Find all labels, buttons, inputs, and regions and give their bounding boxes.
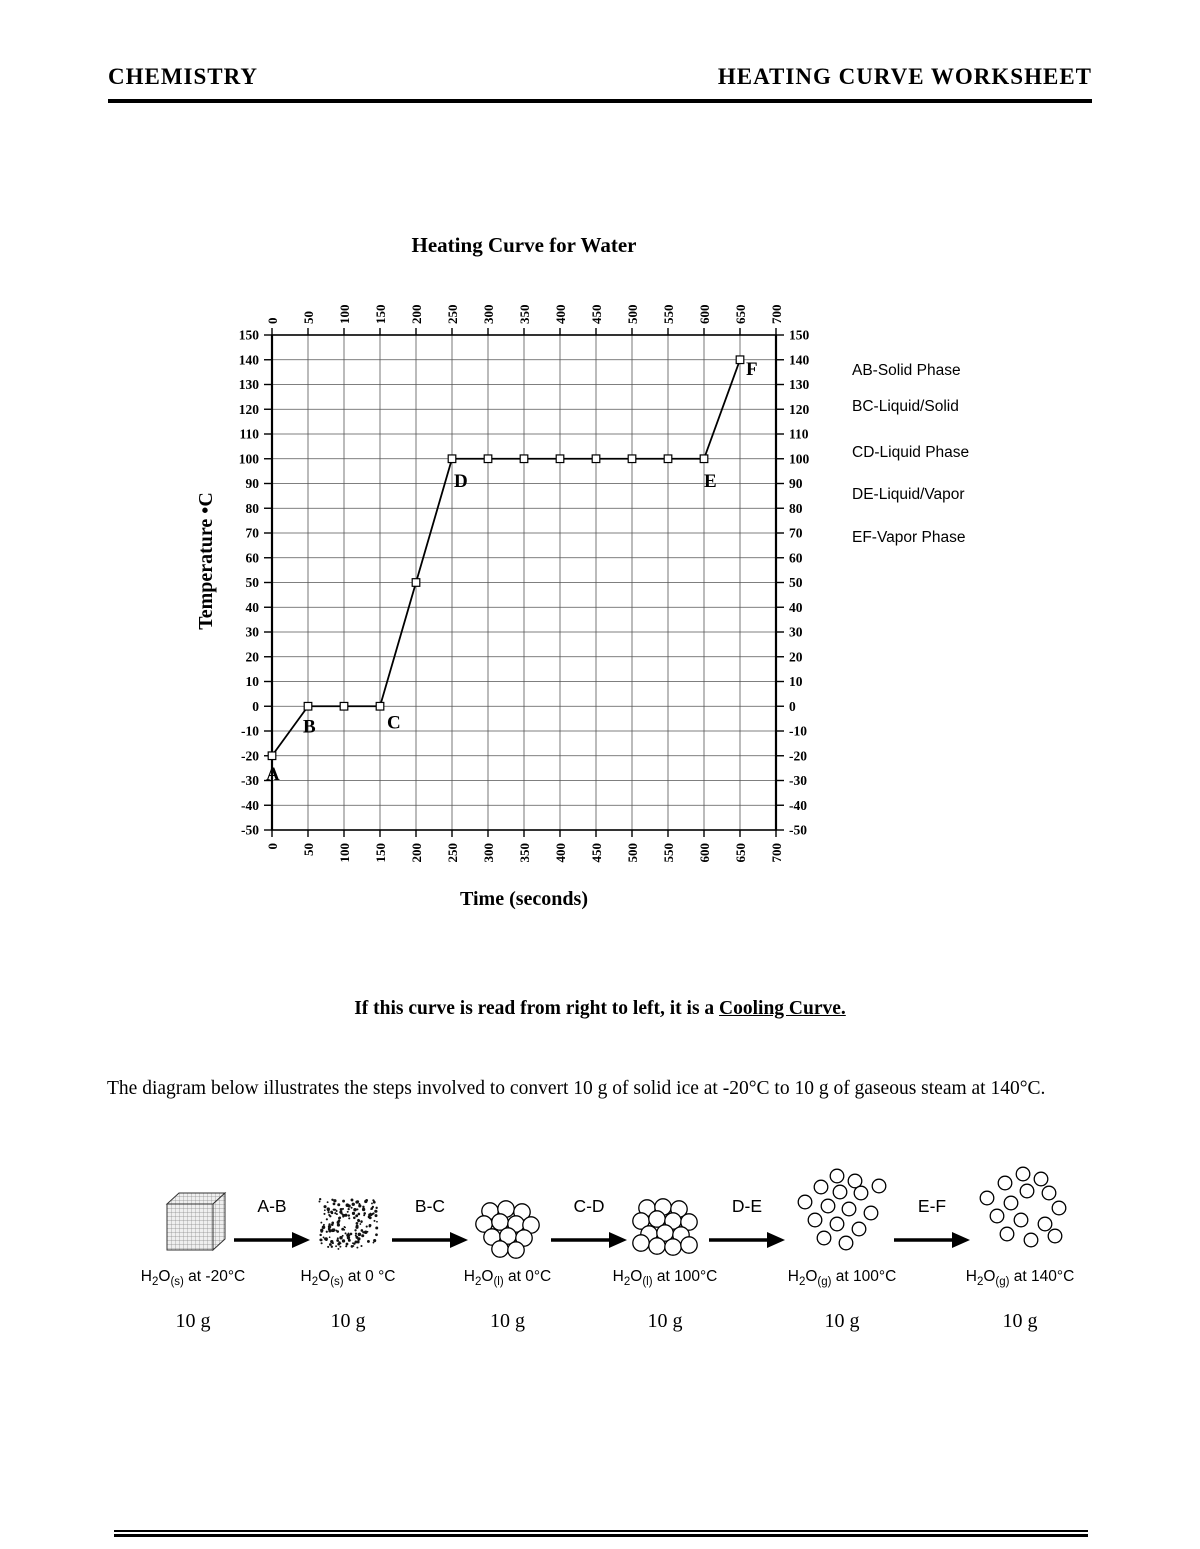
x-tick-label-top: 550 [661, 304, 676, 324]
header-rule [108, 99, 1092, 103]
data-point-marker [628, 455, 636, 463]
stage-gas-100 [757, 1162, 927, 1342]
x-tick-label-top: 450 [589, 304, 604, 324]
right-arrow-icon [234, 1231, 310, 1249]
y-tick-label-right: 70 [789, 525, 803, 541]
y-tick-label-right: -20 [789, 748, 807, 764]
y-tick-label-right: 130 [789, 377, 810, 392]
data-point-marker [736, 356, 744, 364]
data-point-marker [304, 702, 312, 710]
transition-label: E-F [917, 1196, 947, 1216]
transition-label: B-C [414, 1196, 446, 1216]
data-point-marker [412, 579, 420, 587]
header-course-title: CHEMISTRY [108, 64, 259, 89]
stippled-solid-icon [316, 1196, 380, 1252]
liquid-cluster-icon [629, 1198, 701, 1258]
y-tick-label-right: 150 [789, 327, 810, 343]
stage-gas-140 [935, 1162, 1105, 1342]
right-arrow-icon [894, 1231, 970, 1249]
x-tick-label-top: 400 [553, 304, 568, 324]
point-label-f: F [746, 358, 758, 380]
cooling-curve-note [0, 998, 1200, 1020]
data-point-marker [484, 455, 492, 463]
gas-scatter-icon [791, 1168, 893, 1252]
y-tick-label-right: 20 [789, 649, 803, 665]
transition-label: A-B [257, 1196, 287, 1216]
transition-label: C-D [573, 1196, 605, 1216]
x-tick-label-bottom: 700 [769, 843, 784, 863]
x-tick-label-top: 200 [409, 304, 424, 324]
chart-title: Heating Curve for Water [411, 233, 637, 257]
ice-cube-icon [159, 1188, 227, 1252]
y-tick-label-left: 10 [245, 674, 259, 689]
data-point-marker [700, 455, 708, 463]
transition-e-f [894, 1196, 970, 1249]
y-tick-label-right: -40 [789, 797, 807, 813]
stage-formula: $H_2O_{(s)}$ at 0 °C [300, 1268, 396, 1289]
cooling-note-underlined: Cooling Curve. [719, 998, 846, 1019]
x-tick-label-bottom: 650 [733, 843, 748, 863]
legend-item-cd: CD-Liquid Phase [852, 444, 970, 461]
y-tick-label-left: 130 [238, 377, 259, 392]
point-label-c: C [387, 712, 401, 734]
y-tick-label-right: 10 [789, 674, 803, 689]
right-arrow-icon [551, 1231, 627, 1249]
point-label-e: E [704, 470, 717, 492]
transition-d-e [709, 1196, 785, 1249]
y-tick-label-right: 120 [789, 401, 810, 417]
stage-mass: 10 g [1002, 1310, 1038, 1332]
y-tick-label-right: 30 [789, 624, 803, 640]
y-tick-label-left: 0 [252, 698, 259, 714]
y-tick-label-left: 150 [238, 327, 259, 343]
y-tick-label-right: 80 [789, 500, 803, 516]
y-tick-label-left: 50 [245, 575, 259, 590]
heating-curve-chart [130, 245, 1030, 925]
data-point-marker [448, 455, 456, 463]
x-tick-label-top: 0 [265, 317, 280, 324]
x-tick-label-bottom: 0 [265, 843, 280, 850]
y-tick-label-right: 90 [789, 476, 803, 491]
transition-a-b [234, 1196, 310, 1249]
point-label-a: A [266, 763, 280, 785]
y-tick-label-right: 40 [789, 599, 803, 615]
y-tick-label-left: 80 [245, 500, 259, 516]
y-tick-label-right: 50 [789, 575, 803, 590]
x-tick-label-bottom: 300 [481, 843, 496, 863]
x-tick-label-top: 350 [517, 304, 532, 324]
y-tick-label-right: 60 [789, 550, 803, 566]
y-tick-label-right: 0 [789, 698, 796, 714]
x-tick-label-bottom: 350 [517, 843, 532, 863]
x-tick-label-bottom: 50 [301, 843, 316, 856]
stage-liquid-0 [430, 1162, 585, 1342]
y-tick-label-left: 30 [245, 624, 259, 640]
transition-b-c [392, 1196, 468, 1249]
stage-mass: 10 g [330, 1310, 366, 1332]
x-tick-label-bottom: 500 [625, 843, 640, 863]
header-worksheet-title: HEATING CURVE WORKSHEET [717, 64, 1092, 89]
x-tick-label-top: 500 [625, 304, 640, 324]
y-tick-label-left: 90 [245, 476, 259, 491]
stage-solid-ice-minus20 [118, 1162, 268, 1342]
x-tick-label-bottom: 100 [337, 843, 352, 863]
y-tick-label-left: -50 [241, 822, 259, 838]
y-axis-title: Temperature •C [195, 492, 217, 630]
stage-formula: $H_2O_{(s)}$ at -20°C [140, 1268, 246, 1289]
data-point-marker [520, 455, 528, 463]
liquid-cluster-icon [474, 1200, 542, 1260]
y-tick-label-left: 100 [238, 451, 259, 467]
gas-scatter-icon [971, 1166, 1069, 1250]
y-tick-label-right: 110 [789, 426, 809, 442]
y-tick-label-left: 110 [239, 426, 259, 442]
x-tick-label-top: 700 [769, 304, 784, 324]
y-tick-label-left: 120 [238, 401, 259, 417]
x-tick-label-bottom: 550 [661, 843, 676, 863]
data-point-marker [340, 702, 348, 710]
y-tick-label-left: -30 [241, 773, 259, 788]
y-tick-label-right: -30 [789, 773, 807, 788]
x-tick-label-top: 100 [337, 304, 352, 324]
y-tick-label-left: 60 [245, 550, 259, 566]
point-label-d: D [454, 470, 468, 492]
data-point-marker [556, 455, 564, 463]
legend-item-bc: BC-Liquid/Solid [852, 398, 959, 415]
x-tick-label-top: 150 [373, 304, 388, 324]
y-tick-label-left: -20 [241, 748, 259, 764]
stage-mass: 10 g [175, 1310, 211, 1332]
stage-formula: $H_2O_{(g)}$ at 140°C [965, 1268, 1075, 1289]
y-tick-label-right: -50 [789, 822, 807, 838]
y-tick-label-right: 140 [789, 352, 810, 368]
cooling-note-lead: If this curve is read from right to left, it is a [354, 998, 720, 1019]
legend-item-de: DE-Liquid/Vapor [852, 486, 965, 503]
y-tick-label-left: -10 [241, 723, 259, 739]
y-tick-label-left: -40 [241, 797, 259, 813]
x-tick-label-bottom: 600 [697, 843, 712, 863]
y-tick-label-left: 70 [245, 525, 259, 541]
stage-formula: $H_2O_{(l)}$ at 100°C [612, 1268, 718, 1289]
x-tick-label-bottom: 450 [589, 843, 604, 863]
intro-paragraph: The diagram below illustrates the steps involved to convert 10 g of solid ice at -20°C to 10 g of gaseous steam at 140°C. [107, 1078, 1046, 1099]
legend-item-ab: AB-Solid Phase [852, 362, 961, 379]
x-axis-title: Time (seconds) [460, 888, 588, 910]
y-tick-label-left: 20 [245, 649, 259, 665]
bottom-rule [114, 1530, 1088, 1537]
data-point-marker [664, 455, 672, 463]
data-point-marker [376, 702, 384, 710]
stage-liquid-100 [585, 1162, 745, 1342]
transition-c-d [551, 1196, 627, 1249]
right-arrow-icon [392, 1231, 468, 1249]
x-tick-label-bottom: 200 [409, 843, 424, 863]
x-tick-label-top: 650 [733, 304, 748, 324]
stage-mass: 10 g [824, 1310, 860, 1332]
legend-item-ef: EF-Vapor Phase [852, 529, 966, 546]
x-tick-label-bottom: 250 [445, 843, 460, 863]
stage-mass: 10 g [647, 1310, 683, 1332]
right-arrow-icon [709, 1231, 785, 1249]
data-point-marker [268, 752, 276, 760]
data-point-marker [592, 455, 600, 463]
x-tick-label-top: 600 [697, 304, 712, 324]
x-tick-label-top: 300 [481, 304, 496, 324]
stage-formula: $H_2O_{(l)}$ at 0°C [463, 1268, 552, 1289]
x-tick-label-bottom: 400 [553, 843, 568, 863]
transition-label: D-E [731, 1196, 763, 1216]
point-label-b: B [303, 716, 316, 738]
y-tick-label-left: 140 [238, 352, 259, 368]
y-tick-label-right: 100 [789, 451, 810, 467]
stage-mass: 10 g [490, 1310, 525, 1332]
stage-solid-0 [273, 1162, 423, 1342]
stage-formula: $H_2O_{(g)}$ at 100°C [787, 1268, 897, 1289]
y-tick-label-left: 40 [245, 599, 259, 615]
y-tick-label-right: -10 [789, 723, 807, 739]
x-tick-label-top: 50 [301, 311, 316, 324]
x-tick-label-top: 250 [445, 304, 460, 324]
x-tick-label-bottom: 150 [373, 843, 388, 863]
